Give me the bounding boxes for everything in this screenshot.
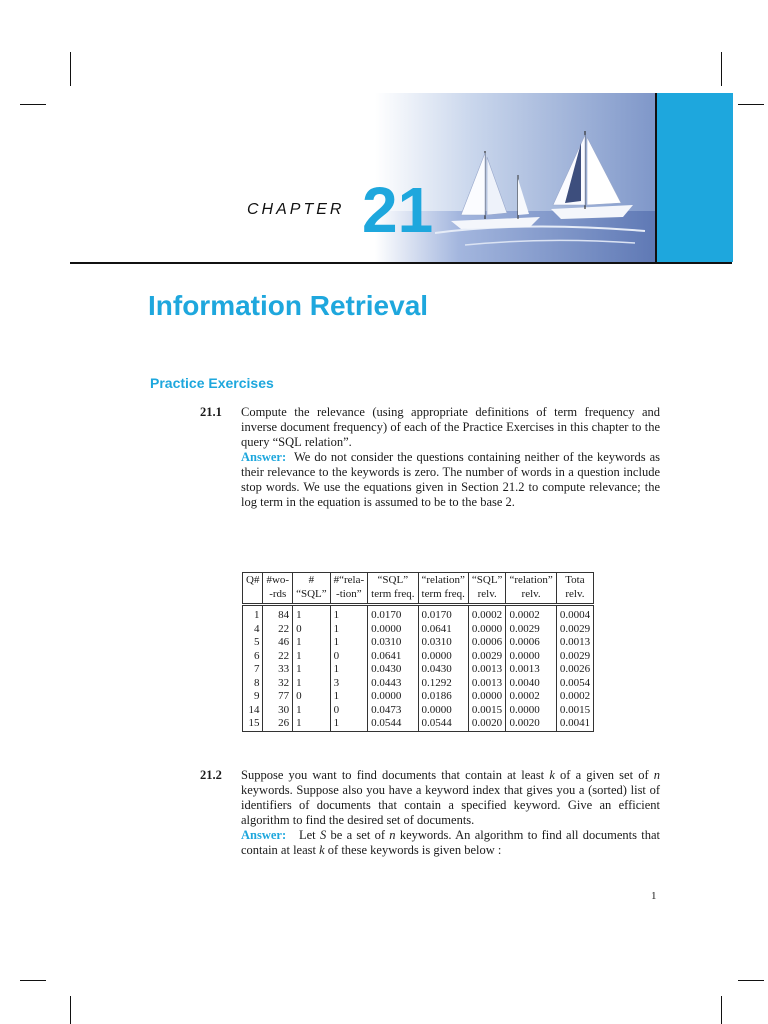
exercise-number: 21.2 [200, 768, 222, 782]
table-cell: 1 [293, 605, 331, 623]
table-cell: 0.1292 [418, 677, 468, 691]
table-header-cell: “SQL” term freq. [368, 573, 418, 605]
table-row [243, 623, 594, 637]
table-cell: 0.0000 [418, 704, 468, 718]
table-cell: 0.0026 [556, 663, 593, 677]
table-cell: 0.0013 [468, 663, 506, 677]
table-cell: 32 [263, 677, 293, 691]
table-cell: 6 [243, 650, 263, 664]
table-cell: 1 [330, 605, 368, 623]
table-row [243, 636, 594, 650]
chapter-rule [70, 262, 732, 264]
table-cell: 0.0002 [468, 605, 506, 623]
table-cell: 5 [243, 636, 263, 650]
exercise-answer [241, 450, 660, 510]
table-cell: 9 [243, 690, 263, 704]
table-cell: 0.0310 [418, 636, 468, 650]
table-cell: 14 [243, 704, 263, 718]
exercise-21-2 [200, 768, 660, 858]
table-header-cell: Tota relv. [556, 573, 593, 605]
table-cell: 1 [330, 663, 368, 677]
table-cell: 0.0170 [418, 605, 468, 623]
table-cell: 0 [330, 704, 368, 718]
crop-mark [738, 104, 764, 105]
chapter-label: CHAPTER [247, 201, 345, 218]
table-cell: 0 [293, 690, 331, 704]
table-header-row [243, 573, 594, 605]
table-row [243, 690, 594, 704]
table-cell: 0.0013 [556, 636, 593, 650]
table-cell: 77 [263, 690, 293, 704]
table-cell: 1 [293, 650, 331, 664]
table-row [243, 650, 594, 664]
table-cell: 0 [293, 623, 331, 637]
table-cell: 1 [293, 677, 331, 691]
relevance-table [242, 572, 594, 732]
table-cell: 1 [243, 605, 263, 623]
table-header-cell: #“rela- -tion” [330, 573, 368, 605]
table-cell: 0.0002 [506, 605, 556, 623]
table-cell: 1 [293, 704, 331, 718]
crop-mark [721, 52, 722, 86]
chapter-title: Information Retrieval [148, 290, 429, 321]
answer-label: Answer: [241, 828, 287, 842]
table-cell: 0.0020 [506, 717, 556, 731]
table-row [243, 717, 594, 731]
exercise-number: 21.1 [200, 405, 222, 419]
table-cell: 15 [243, 717, 263, 731]
table-cell: 0.0006 [506, 636, 556, 650]
table-cell: 0.0000 [506, 704, 556, 718]
table-cell: 0.0040 [506, 677, 556, 691]
table-cell: 33 [263, 663, 293, 677]
table-cell: 0.0013 [506, 663, 556, 677]
chapter-tab [657, 93, 733, 262]
table-cell: 4 [243, 623, 263, 637]
exercise-question: Suppose you want to find documents that contain at least k of a given set of n keywords. Suppose also you have a keyword index that gives you a (sorted) list of identifiers of documents that contain a specified keyword. Give an efficient algorithm to find the desired set of documents. [241, 768, 660, 827]
table-header-cell: Q# [243, 573, 263, 605]
table-cell: 22 [263, 650, 293, 664]
table-row [243, 605, 594, 623]
table-cell: 0.0310 [368, 636, 418, 650]
table-cell: 1 [330, 690, 368, 704]
table-cell: 0.0015 [556, 704, 593, 718]
table-cell: 1 [293, 663, 331, 677]
table-cell: 1 [330, 717, 368, 731]
table-cell: 22 [263, 623, 293, 637]
table-cell: 0.0004 [556, 605, 593, 623]
answer-label: Answer: [241, 450, 287, 464]
section-title: Practice Exercises [150, 375, 274, 391]
table-cell: 7 [243, 663, 263, 677]
table-cell: 0 [330, 650, 368, 664]
table-cell: 0.0029 [468, 650, 506, 664]
crop-mark [721, 996, 722, 1024]
table-cell: 1 [330, 623, 368, 637]
table-cell: 0.0006 [468, 636, 506, 650]
table-cell: 0.0000 [468, 690, 506, 704]
crop-mark [738, 980, 764, 981]
table-cell: 0.0000 [368, 690, 418, 704]
crop-mark [70, 996, 71, 1024]
table-cell: 0.0170 [368, 605, 418, 623]
table-cell: 30 [263, 704, 293, 718]
table-cell: 0.0015 [468, 704, 506, 718]
table-row [243, 704, 594, 718]
table-cell: 1 [293, 636, 331, 650]
table-cell: 46 [263, 636, 293, 650]
table-header-cell: “relation” relv. [506, 573, 556, 605]
exercise-question: Compute the relevance (using appropriate definitions of term frequency and inverse document frequency) of each of the Practice Exercises in this chapter to the query “SQL relation”. [241, 405, 660, 449]
table-cell: 26 [263, 717, 293, 731]
table-cell: 0.0473 [368, 704, 418, 718]
table-row [243, 663, 594, 677]
table-cell: 0.0000 [506, 650, 556, 664]
page-number: 1 [651, 890, 657, 902]
answer-text: We do not consider the questions containing neither of the keywords as their relevance to the keywords is zero. The number of words in a question include stop words. We use the equations given in Section 21.2 to compute relevance; the log term in the equation is assumed to be to the base 2. [241, 450, 661, 509]
table-cell: 0.0544 [418, 717, 468, 731]
table-cell: 0.0641 [368, 650, 418, 664]
crop-mark [20, 104, 46, 105]
table-cell: 0.0000 [468, 623, 506, 637]
table-header-cell: “relation” term freq. [418, 573, 468, 605]
table-cell: 0.0443 [368, 677, 418, 691]
table-body [243, 605, 594, 732]
table-cell: 1 [293, 717, 331, 731]
table-cell: 1 [330, 636, 368, 650]
table-row [243, 677, 594, 691]
table-cell: 0.0054 [556, 677, 593, 691]
table-cell: 0.0013 [468, 677, 506, 691]
table-header-cell: #wo- -rds [263, 573, 293, 605]
table-cell: 0.0544 [368, 717, 418, 731]
chapter-number: 21 [362, 174, 434, 246]
table-cell: 0.0000 [418, 650, 468, 664]
table-cell: 0.0002 [556, 690, 593, 704]
exercise-21-1 [200, 405, 660, 510]
table-cell: 84 [263, 605, 293, 623]
table-cell: 0.0002 [506, 690, 556, 704]
table-header-cell: “SQL” relv. [468, 573, 506, 605]
crop-mark [70, 52, 71, 86]
crop-mark [20, 980, 46, 981]
table-cell: 0.0029 [556, 650, 593, 664]
table-cell: 0.0430 [368, 663, 418, 677]
table-header-cell: # “SQL” [293, 573, 331, 605]
table-cell: 0.0186 [418, 690, 468, 704]
table-cell: 0.0641 [418, 623, 468, 637]
table-cell: 0.0430 [418, 663, 468, 677]
table-cell: 0.0020 [468, 717, 506, 731]
table-cell: 0.0029 [506, 623, 556, 637]
table-cell: 0.0041 [556, 717, 593, 731]
table-cell: 8 [243, 677, 263, 691]
table-cell: 0.0029 [556, 623, 593, 637]
table-cell: 3 [330, 677, 368, 691]
exercise-answer: Answer: Let S be a set of n keywords. An algorithm to find all documents that contain at least k of these keywords is given below : [241, 828, 660, 857]
table-cell: 0.0000 [368, 623, 418, 637]
